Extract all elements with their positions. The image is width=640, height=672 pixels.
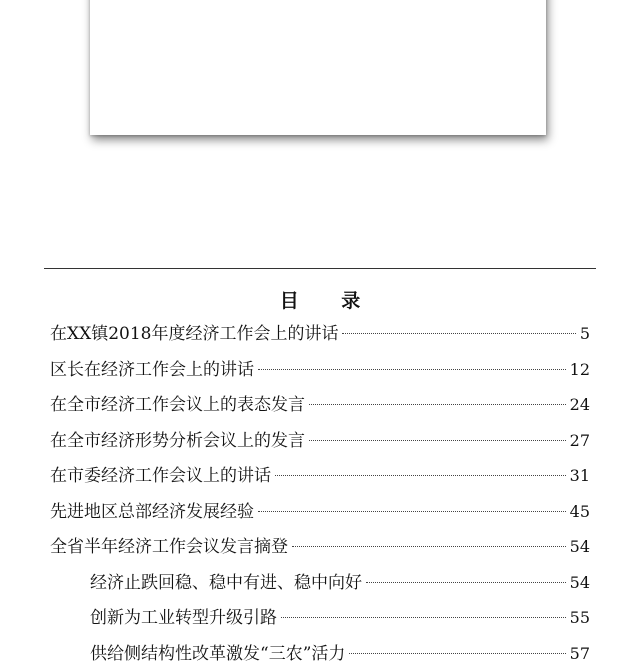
toc-entry-page: 54	[570, 529, 590, 565]
dot-leader	[292, 546, 566, 547]
toc-entry[interactable]	[50, 423, 590, 459]
toc-entry[interactable]	[50, 529, 590, 565]
toc-entry-page: 12	[570, 352, 590, 388]
header-divider	[44, 268, 596, 269]
toc-entry[interactable]	[50, 352, 590, 388]
toc-entry-title: 创新为工业转型升级引路	[90, 601, 277, 637]
dot-leader	[349, 653, 565, 654]
dot-leader	[309, 404, 566, 405]
toc-entry-title: 在全市经济形势分析会议上的发言	[50, 424, 305, 460]
dot-leader	[309, 440, 566, 441]
toc-subentry[interactable]	[50, 636, 590, 672]
toc-entry-title: 供给侧结构性改革激发“三农”活力	[90, 637, 345, 672]
dot-leader	[258, 369, 566, 370]
dot-leader	[275, 475, 566, 476]
toc-entry-page: 24	[570, 387, 590, 423]
toc-entry-page: 55	[570, 600, 590, 636]
dot-leader	[258, 511, 566, 512]
toc-subentry[interactable]	[50, 600, 590, 636]
dot-leader	[366, 582, 566, 583]
toc-entry-title: 经济止跌回稳、稳中有进、稳中向好	[90, 566, 362, 602]
toc-entry-page: 5	[580, 316, 590, 352]
toc-entry-title: 在XX镇2018年度经济工作会上的讲话	[50, 317, 338, 353]
toc-entry-page: 57	[570, 636, 590, 672]
toc-entry[interactable]	[50, 494, 590, 530]
toc-entry[interactable]	[50, 316, 590, 352]
toc-list	[50, 316, 590, 671]
toc-entry[interactable]	[50, 458, 590, 494]
toc-title: 目 录	[0, 287, 640, 315]
toc-entry-title: 先进地区总部经济发展经验	[50, 495, 254, 531]
toc-subentry[interactable]	[50, 565, 590, 601]
toc-entry-page: 54	[570, 565, 590, 601]
toc-entry-title: 全省半年经济工作会议发言摘登	[50, 530, 288, 566]
toc-entry[interactable]	[50, 387, 590, 423]
cover-preview-card	[90, 0, 546, 135]
toc-entry-page: 45	[570, 494, 590, 530]
toc-entry-page: 31	[570, 458, 590, 494]
dot-leader	[342, 333, 575, 334]
toc-entry-title: 在市委经济工作会议上的讲话	[50, 459, 271, 495]
toc-entry-title: 在全市经济工作会议上的表态发言	[50, 388, 305, 424]
toc-entry-title: 区长在经济工作会上的讲话	[50, 353, 254, 389]
toc-entry-page: 27	[570, 423, 590, 459]
dot-leader	[281, 617, 566, 618]
